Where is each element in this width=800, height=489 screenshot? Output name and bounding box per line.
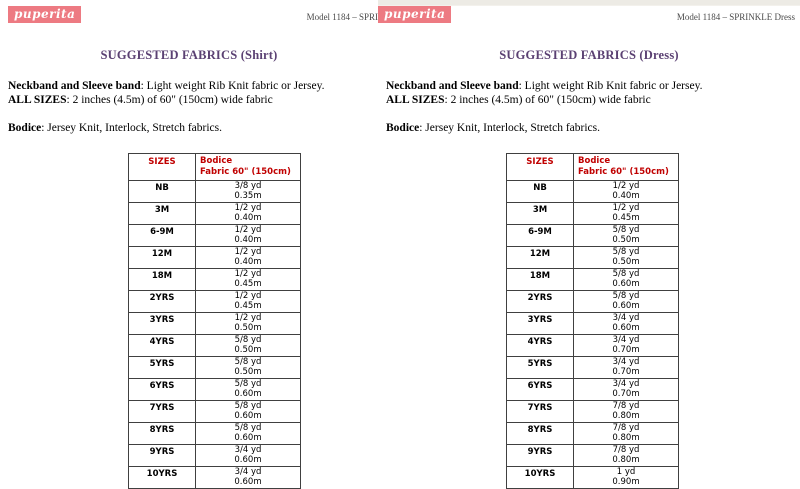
table-row (129, 335, 301, 357)
amount-yards: 3/4 yd (612, 335, 640, 345)
amount-meters: 0.50m (234, 322, 262, 333)
sizes-column-header: SIZES (507, 154, 574, 181)
bodice-column-header (574, 154, 679, 181)
fabric-amount (574, 401, 679, 423)
amount-meters: 0.60m (612, 300, 640, 311)
size-label: 3M (129, 203, 196, 225)
fabric-amount (196, 269, 301, 291)
amount-yards: 5/8 yd (234, 379, 262, 389)
size-label: 6YRS (129, 379, 196, 401)
fabric-requirements-table (128, 153, 301, 489)
size-label: 6-9M (507, 225, 574, 247)
amount-yards: 3/8 yd (234, 181, 262, 191)
fabric-notes (0, 79, 378, 135)
amount-meters: 0.40m (612, 190, 640, 201)
fabric-amount (574, 379, 679, 401)
size-label: 4YRS (507, 335, 574, 357)
amount-yards: 5/8 yd (612, 291, 640, 301)
table-row (507, 247, 679, 269)
table-row (129, 401, 301, 423)
fabric-amount (574, 335, 679, 357)
table-row (507, 423, 679, 445)
size-label: 9YRS (507, 445, 574, 467)
table-header (507, 154, 679, 181)
table-row (507, 269, 679, 291)
table-row (129, 313, 301, 335)
fabric-amount (196, 181, 301, 203)
table-row (507, 379, 679, 401)
size-label: 8YRS (507, 423, 574, 445)
size-label: 9YRS (129, 445, 196, 467)
size-label: NB (507, 181, 574, 203)
fabric-amount (196, 423, 301, 445)
table-row (129, 379, 301, 401)
page-title: SUGGESTED FABRICS (Dress) (499, 48, 679, 62)
size-label: 12M (129, 247, 196, 269)
page-dress (378, 0, 800, 487)
table-row (129, 203, 301, 225)
note-line (8, 121, 378, 135)
size-label: 5YRS (507, 357, 574, 379)
size-label: 6YRS (507, 379, 574, 401)
table-row (507, 203, 679, 225)
amount-meters: 0.50m (234, 366, 262, 377)
table-row (507, 445, 679, 467)
amount-meters: 0.60m (612, 322, 640, 333)
amount-yards: 1/2 yd (234, 225, 262, 235)
puperita-logo: puperita (8, 6, 81, 23)
fabric-amount (574, 203, 679, 225)
fabric-amount (196, 445, 301, 467)
bodice-header-line1: Bodice (200, 156, 233, 166)
amount-yards: 5/8 yd (612, 225, 640, 235)
size-label: 18M (129, 269, 196, 291)
fabric-notes (378, 79, 800, 135)
table-row (129, 467, 301, 489)
amount-meters: 0.70m (612, 388, 640, 399)
table-row (129, 225, 301, 247)
fabric-amount (574, 291, 679, 313)
amount-yards: 3/4 yd (612, 313, 640, 323)
table-row (507, 467, 679, 489)
amount-yards: 3/4 yd (612, 357, 640, 367)
amount-meters: 0.60m (234, 410, 262, 421)
fabric-amount (196, 401, 301, 423)
amount-meters: 0.60m (612, 278, 640, 289)
header-row (507, 154, 679, 181)
table-row (129, 423, 301, 445)
amount-meters: 0.50m (612, 234, 640, 245)
amount-meters: 0.70m (612, 344, 640, 355)
table-row (507, 225, 679, 247)
amount-yards: 5/8 yd (234, 335, 262, 345)
amount-yards: 5/8 yd (234, 357, 262, 367)
bodice-header-line2: Fabric 60" (150cm) (200, 167, 291, 177)
sizes-column-header: SIZES (129, 154, 196, 181)
amount-meters: 0.80m (612, 410, 640, 421)
model-number-text: Model 1184 – SPRI (306, 12, 378, 22)
amount-yards: 3/4 yd (612, 379, 640, 389)
note-label: Bodice (386, 122, 420, 134)
size-label: 7YRS (507, 401, 574, 423)
note-line (8, 93, 378, 107)
amount-yards: 3/4 yd (234, 445, 262, 455)
table-row (129, 269, 301, 291)
note-line (386, 79, 800, 93)
amount-yards: 1/2 yd (234, 291, 262, 301)
amount-yards: 7/8 yd (612, 401, 640, 411)
fabric-amount (196, 203, 301, 225)
size-label: 4YRS (129, 335, 196, 357)
fabric-amount (196, 225, 301, 247)
size-label: 2YRS (129, 291, 196, 313)
amount-meters: 0.35m (234, 190, 262, 201)
amount-meters: 0.40m (234, 212, 262, 223)
size-label: NB (129, 181, 196, 203)
size-label: 3YRS (129, 313, 196, 335)
table-row (507, 313, 679, 335)
fabric-amount (574, 181, 679, 203)
page-edge-strip (378, 0, 800, 6)
amount-meters: 0.70m (612, 366, 640, 377)
amount-meters: 0.80m (612, 454, 640, 465)
table-row (129, 445, 301, 467)
note-line (8, 79, 378, 93)
amount-yards: 1/2 yd (612, 181, 640, 191)
size-label: 8YRS (129, 423, 196, 445)
amount-meters: 0.45m (612, 212, 640, 223)
page-shirt (0, 0, 378, 487)
table-row (507, 181, 679, 203)
note-line (386, 121, 800, 135)
amount-yards: 3/4 yd (234, 467, 262, 477)
amount-meters: 0.60m (234, 476, 262, 487)
size-label: 12M (507, 247, 574, 269)
amount-meters: 0.45m (234, 300, 262, 311)
bodice-header-line1: Bodice (578, 156, 611, 166)
note-label: ALL SIZES (386, 94, 445, 106)
note-text: : Jersey Knit, Interlock, Stretch fabrics. (41, 122, 222, 134)
size-label: 6-9M (129, 225, 196, 247)
fabric-amount (574, 445, 679, 467)
fabric-amount (574, 313, 679, 335)
table-row (129, 291, 301, 313)
amount-yards: 1/2 yd (234, 203, 262, 213)
size-label: 10YRS (507, 467, 574, 489)
amount-meters: 0.40m (234, 256, 262, 267)
size-label: 7YRS (129, 401, 196, 423)
note-text: : 2 inches (4.5m) of 60" (150cm) wide fabric (66, 94, 273, 106)
fabric-amount (196, 291, 301, 313)
fabric-amount (574, 423, 679, 445)
size-label: 18M (507, 269, 574, 291)
amount-yards: 1/2 yd (234, 313, 262, 323)
table-row (129, 247, 301, 269)
amount-meters: 0.50m (234, 344, 262, 355)
fabric-amount (196, 467, 301, 489)
amount-meters: 0.60m (234, 432, 262, 443)
size-label: 3YRS (507, 313, 574, 335)
fabric-amount (196, 247, 301, 269)
fabric-amount (196, 335, 301, 357)
note-text: : Jersey Knit, Interlock, Stretch fabrics. (419, 122, 600, 134)
table-row (507, 357, 679, 379)
fabric-amount (574, 225, 679, 247)
note-label: ALL SIZES (8, 94, 67, 106)
amount-yards: 5/8 yd (234, 401, 262, 411)
amount-yards: 1 yd (616, 467, 636, 477)
fabric-requirements-table (506, 153, 679, 489)
table-row (507, 291, 679, 313)
size-label: 2YRS (507, 291, 574, 313)
size-label: 3M (507, 203, 574, 225)
size-label: 10YRS (129, 467, 196, 489)
page-header (0, 0, 378, 28)
table-row (129, 357, 301, 379)
bodice-column-header (196, 154, 301, 181)
amount-yards: 1/2 yd (234, 269, 262, 279)
amount-yards: 1/2 yd (234, 247, 262, 257)
amount-yards: 5/8 yd (234, 423, 262, 433)
model-number-text: Model 1184 – SPRINKLE Dress (676, 12, 795, 22)
fabric-amount (574, 357, 679, 379)
note-line (386, 93, 800, 107)
amount-yards: 1/2 yd (612, 203, 640, 213)
amount-meters: 0.90m (612, 476, 640, 487)
note-label: Bodice (8, 122, 42, 134)
amount-meters: 0.60m (234, 388, 262, 399)
amount-yards: 7/8 yd (612, 445, 640, 455)
fabric-amount (196, 379, 301, 401)
fabric-amount (196, 357, 301, 379)
note-text: : Light weight Rib Knit fabric or Jersey. (140, 80, 325, 92)
table-body (129, 181, 301, 489)
fabric-amount (196, 313, 301, 335)
amount-yards: 5/8 yd (612, 269, 640, 279)
note-label: Neckband and Sleeve band (386, 80, 519, 92)
table-body (507, 181, 679, 489)
amount-meters: 0.40m (234, 234, 262, 245)
table-header (129, 154, 301, 181)
fabric-amount (574, 269, 679, 291)
page-title: SUGGESTED FABRICS (Shirt) (100, 48, 278, 62)
amount-meters: 0.50m (612, 256, 640, 267)
table-row (507, 401, 679, 423)
bodice-header-line2: Fabric 60" (150cm) (578, 167, 669, 177)
puperita-logo: puperita (378, 6, 451, 23)
amount-yards: 5/8 yd (612, 247, 640, 257)
amount-yards: 7/8 yd (612, 423, 640, 433)
note-text: : Light weight Rib Knit fabric or Jersey. (518, 80, 703, 92)
fabric-amount (574, 247, 679, 269)
amount-meters: 0.45m (234, 278, 262, 289)
amount-meters: 0.60m (234, 454, 262, 465)
table-row (507, 335, 679, 357)
fabric-amount (574, 467, 679, 489)
header-row (129, 154, 301, 181)
note-label: Neckband and Sleeve band (8, 80, 141, 92)
table-row (129, 181, 301, 203)
amount-meters: 0.80m (612, 432, 640, 443)
note-text: : 2 inches (4.5m) of 60" (150cm) wide fabric (444, 94, 651, 106)
size-label: 5YRS (129, 357, 196, 379)
